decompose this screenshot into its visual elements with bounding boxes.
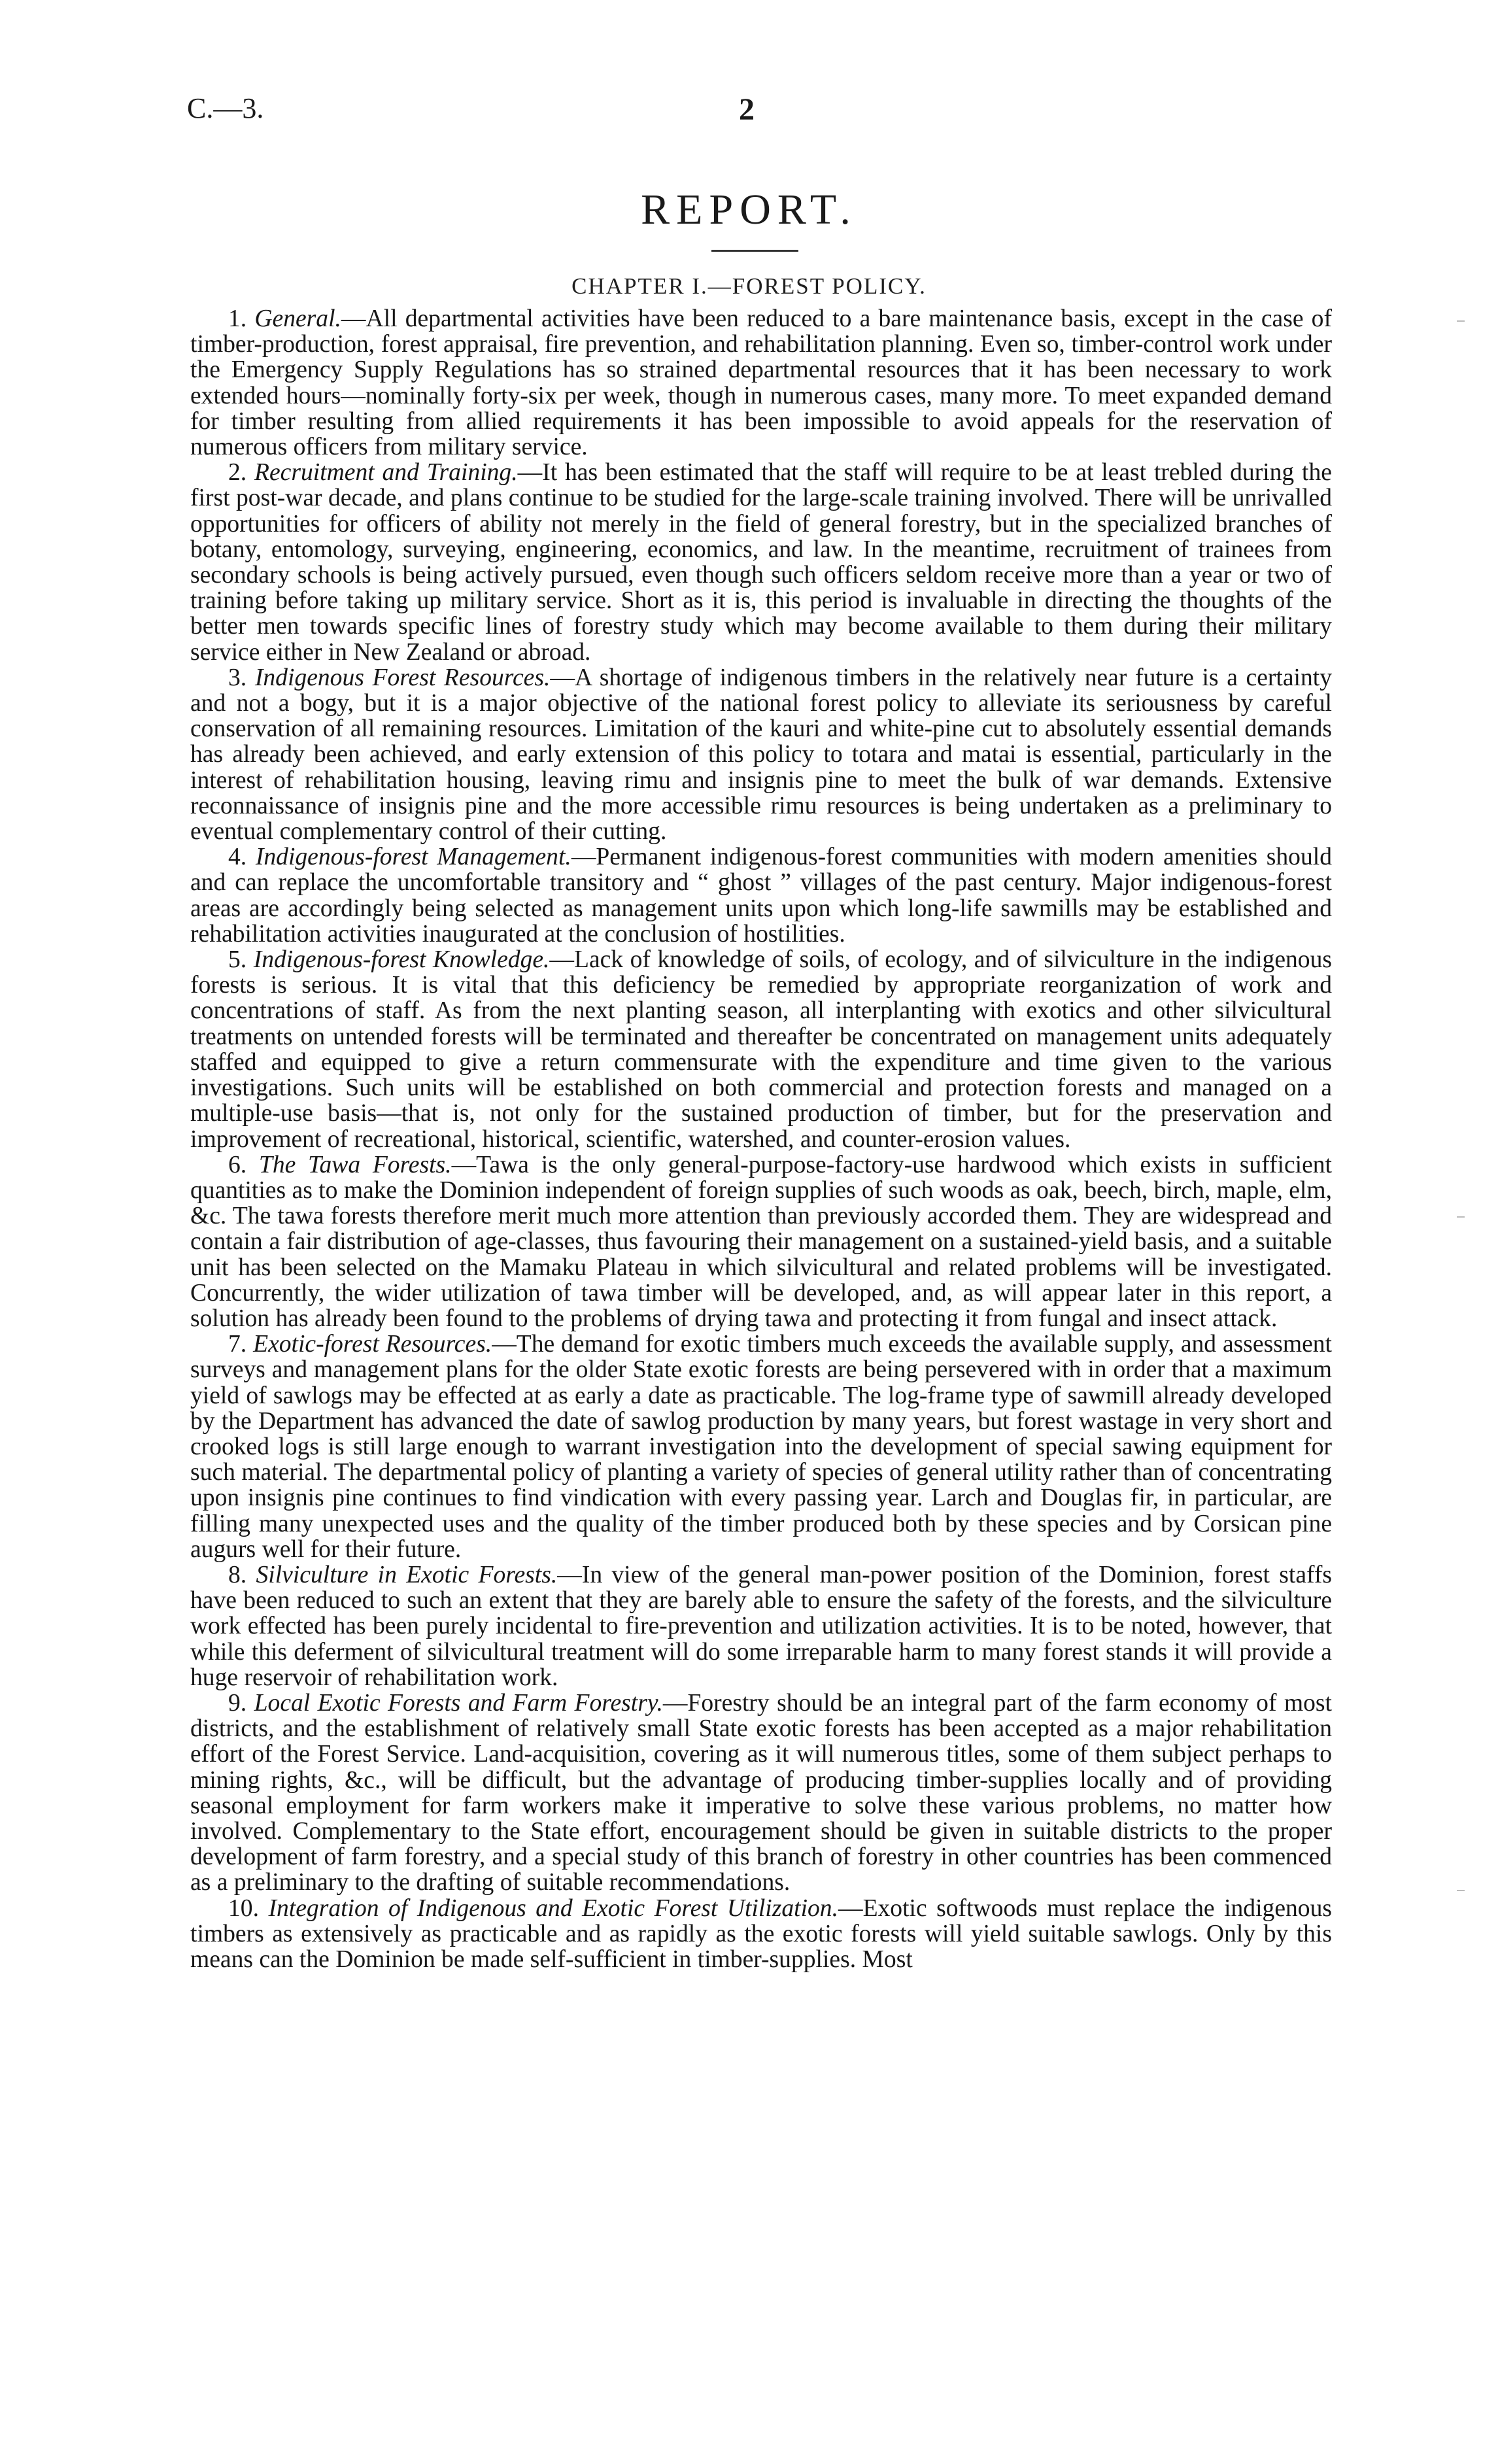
paragraph-text: —In view of the general man-power position of the Dominion, forest staffs have been reduced to such an extent that they are barely able to ensure the safety of the forests, and the silviculture work effected has been purely incidental to fire-prevention and utilization activities. It is to be noted, however, that while this deferment of silvicultural treatment will do some irreparable harm to many forest stands it will provide a huge reservoir of rehabilitation work. [190, 1561, 1332, 1691]
body-text [190, 306, 1332, 2340]
paragraph-7 [190, 1331, 1332, 1562]
paragraph-text: —It has been estimated that the staff will require to be at least trebled during the first post-war decade, and plans continue to be studied for the large-scale training involved. There will be unrivalled opportunities for officers of ability not merely in the field of general forestry, but in the specialized branches of botany, entomology, surveying, engineering, economics, and law. In the meantime, recruitment of trainees from secondary schools is being actively pursued, even though such officers seldom receive more than a year or two of training before taking up military service. Short as it is, this period is invaluable in directing the thoughts of the better men towards specific lines of forestry study which may become available to them during their military service either in New Zealand or abroad. [190, 459, 1332, 666]
paragraph-1 [190, 306, 1332, 460]
paragraph-heading: Silviculture in Exotic Forests. [256, 1561, 558, 1588]
title-rule [711, 250, 798, 252]
paragraph-text: —The demand for exotic timbers much exceeds the available supply, and assessment surveys and management plans for the older State exotic forests are being persevered with in order that a maximum yield of sawlogs may be effected at as early a date as practicable. The log-frame type of sawmill already developed by the Department has advanced the date of sawlog production by many years, but forest wastage in very short and crooked logs is still large enough to warrant investigation into the development of special sawing equipment for such material. The departmental policy of planting a variety of species of general utility rather than of concentrating upon insignis pine continues to find vindication with every passing year. Larch and Douglas fir, in particular, are filling many unexpected uses and the quality of the timber produced both by these species and by Corsican pine augurs well for their future. [190, 1331, 1332, 1563]
paragraph-heading: The Tawa Forests. [258, 1151, 452, 1178]
paragraph-9 [190, 1690, 1332, 1896]
paragraph-8 [190, 1562, 1332, 1690]
paragraph-6 [190, 1152, 1332, 1331]
report-title: REPORT. [641, 186, 857, 233]
paragraph-heading: Integration of Indigenous and Exotic Forest Utilization. [268, 1894, 838, 1922]
paragraph-number: 2. [228, 459, 247, 487]
paragraph-heading: Indigenous-forest Management. [255, 844, 571, 871]
paragraph-number: 3. [228, 664, 247, 691]
paragraph-text: —Exotic softwoods must replace the indigenous timbers as extensively as practicable and as rapidly as the exotic forests will yield suitable sawlogs. Only by this means can the Dominion be made self-sufficient in timber-supplies. Most [190, 1894, 1332, 1973]
paragraph-2 [190, 460, 1332, 665]
paragraph-text: —Tawa is the only general-purpose-factory-use hardwood which exists in sufficient quantities as to make the Dominion independent of foreign supplies of such woods as oak, beech, birch, maple, elm, &c. The tawa forests therefore merit much more attention than previously accorded them. They are widespread and contain a fair distribution of age-classes, thus favouring their management on a sustained-yield basis, and a suitable unit has been selected on the Mamaku Plateau in which silvicultural and related problems will be investigated. Concurrently, the wider utilization of tawa timber will be developed, and, as will appear later in this report, a solution has already been found to the problems of drying tawa and protecting it from fungal and insect attack. [190, 1151, 1332, 1332]
paragraph-text: —Lack of knowledge of soils, of ecology, and of silviculture in the indigenous forests is serious. It is vital that this deficiency be remedied by appropriate reorganization of work and concentrations of staff. As from the next planting season, all interplanting with exotics and other silvicultural treatments on untended forests will be terminated and thereafter be concentrated on management units adequately staffed and equipped to give a return commensurate with the expenditure and time given to the various investigations. Such units will be established on both commercial and protection forests and managed on a multiple-use basis—that is, not only for the sustained production of timber, but for the preservation and improvement of recreational, historical, scientific, watershed, and counter-erosion values. [190, 946, 1332, 1153]
margin-tick [1457, 320, 1465, 322]
margin-tick [1457, 1890, 1465, 1891]
paragraph-heading: Indigenous Forest Resources. [254, 664, 551, 691]
paragraph-number: 9. [228, 1689, 247, 1717]
page-number: 2 [739, 92, 755, 127]
paragraph-heading: Local Exotic Forests and Farm Forestry. [254, 1689, 663, 1717]
paragraph-heading: Exotic-forest Resources. [253, 1331, 492, 1358]
margin-tick [1457, 1216, 1465, 1218]
paragraph-3 [190, 665, 1332, 844]
paragraph-number: 5. [228, 946, 247, 974]
paragraph-10 [190, 1896, 1332, 1973]
paragraph-text: —All departmental activities have been reduced to a bare maintenance basis, except in the case of timber-production, forest appraisal, fire prevention, and rehabilitation planning. Even so, timber-control work under the Emergency Supply Regulations has so strained departmental resources that it has been necessary to work extended hours—nominally forty-six per week, though in numerous cases, many more. To meet expanded demand for timber resulting from allied requirements it has been impossible to avoid appeals for the reservation of numerous officers from military service. [190, 306, 1332, 461]
paragraph-text: —Forestry should be an integral part of the farm economy of most districts, and the establishment of relatively small State exotic forests has been accepted as a major rehabilitation effort of the Forest Service. Land-acquisition, covering as it will numerous titles, some of them subject perhaps to mining rights, &c., will be difficult, but the advantage of producing timber-supplies locally and of providing seasonal employment for farm workers make it imperative to solve these various problems, no matter how involved. Complementary to the State effort, encouragement should be given in suitable districts to the proper development of farm forestry, and a special study of this branch of forestry in other countries has been commenced as a preliminary to the drafting of suitable recommendations. [190, 1689, 1332, 1896]
paragraph-4 [190, 844, 1332, 947]
chapter-heading: CHAPTER I.—FOREST POLICY. [571, 273, 927, 299]
report-code: C.—3. [187, 92, 264, 124]
paragraph-5 [190, 947, 1332, 1152]
paragraph-number: 8. [228, 1561, 247, 1588]
paragraph-heading: General. [254, 306, 341, 332]
paragraph-heading: Indigenous-forest Knowledge. [253, 946, 550, 974]
paragraph-text: —Permanent indigenous-forest communities with modern amenities should and can replace the uncomfortable transitory and “ ghost ” villages of the past century. Major indigenous-forest areas are accordingly being selected as management units upon which long-life sawmills may be established and rehabilitation activities inaugurated at the conclusion of hostilities. [190, 844, 1332, 948]
paragraph-number: 7. [228, 1331, 247, 1358]
paragraph-number: 6. [228, 1151, 247, 1178]
paragraph-number: 4. [228, 844, 247, 871]
paragraph-heading: Recruitment and Training. [254, 459, 518, 487]
paragraph-number: 10. [228, 1894, 259, 1922]
paragraph-text: —A shortage of indigenous timbers in the relatively near future is a certainty and not a bogy, but it is a major objective of the national forest policy to alleviate its seriousness by careful conservation of all remaining resources. Limitation of the kauri and white-pine cut to absolutely essential demands has already been achieved, and early extension of this policy to totara and matai is essential, particularly in the interest of rehabilitation housing, leaving rimu and insignis pine to meet the bulk of war demands. Extensive reconnaissance of insignis pine and the more accessible rimu resources is being undertaken as a preliminary to eventual complementary control of their cutting. [190, 664, 1332, 846]
paragraph-number: 1. [228, 306, 247, 332]
